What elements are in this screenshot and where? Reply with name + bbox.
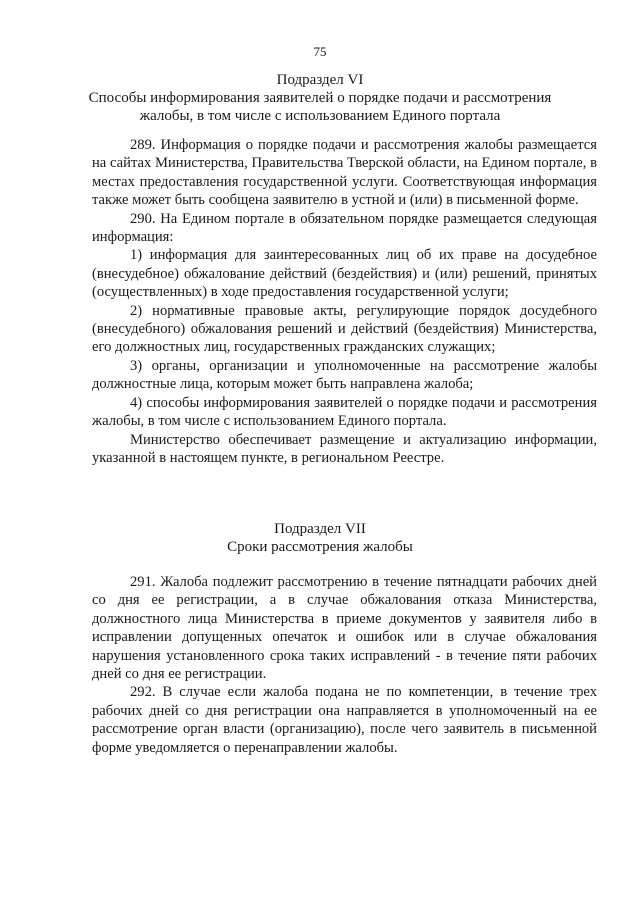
paragraph-291: 291. Жалоба подлежит рассмотрению в течение пятнадцати рабочих дней со дня ее регистрации, а в случае обжалования отказа Министерства, должностного лица Министерства в приеме документов у заявителя либо в исправлении допущенных опечаток и ошибок или в случае обжалования нарушения установленного срока таких исправлений - в течение пяти рабочих дней со дня ее регистрации. xyxy=(92,574,597,683)
list-item-290-2: 2) нормативные правовые акты, регулирующие порядок досудебного (внесудебного) обжалования решений и действий (бездействия) Министерства, его должностных лиц, государственных гражданских служащих; xyxy=(92,302,597,356)
section-vii-subtitle-line1: Сроки рассмотрения жалобы xyxy=(227,539,413,555)
section-vi-title: Подраздел VI xyxy=(276,72,364,88)
section-vii-title: Подраздел VII xyxy=(274,521,366,537)
section-vi-subtitle-line2: жалобы, в том числе с использованием Единого портала xyxy=(139,108,501,124)
paragraph-290-closing: Министерство обеспечивает размещение и актуализацию информации, указанной в настоящем пункте, в региональном Реестре. xyxy=(92,431,597,466)
section-vi-subtitle-line1: Способы информирования заявителей о порядке подачи и рассмотрения xyxy=(88,90,552,106)
paragraph-289: 289. Информация о порядке подачи и рассмотрения жалобы размещается на сайтах Министерства, Правительства Тверской области, на Едином портале, в местах предоставления государственной услуги. Соответствующая информация также может быть сообщена заявителю в устной и (или) в письменной форме. xyxy=(92,137,597,209)
section-vi-heading xyxy=(0,71,640,125)
page-number: 75 xyxy=(313,44,327,59)
paragraph-290: 290. На Едином портале в обязательном порядке размещается следующая информация: xyxy=(92,210,597,246)
list-item-290-3: 3) органы, организации и уполномоченные на рассмотрение жалобы должностные лица, которым может быть направлена жалоба; xyxy=(92,357,597,393)
list-item-290-4: 4) способы информирования заявителей о порядке подачи и рассмотрения жалобы, в том числе с использованием Единого портала. xyxy=(92,394,597,430)
section-vii-body xyxy=(92,573,597,757)
paragraph-292: 292. В случае если жалоба подана не по компетенции, в течение трех рабочих дней со дня регистрации она направляется в уполномоченный на ее рассмотрение орган власти (организацию), после чего заявитель в письменной форме уведомляется о перенаправлении жалобы. xyxy=(92,684,597,756)
section-vii-heading xyxy=(0,520,640,556)
section-vi-body xyxy=(92,136,597,467)
list-item-290-1: 1) информация для заинтересованных лиц об их праве на досудебное (внесудебное) обжалование действий (бездействия) и (или) решений, принятых (осуществленных) в ходе предоставления государственной услуги; xyxy=(92,247,597,301)
